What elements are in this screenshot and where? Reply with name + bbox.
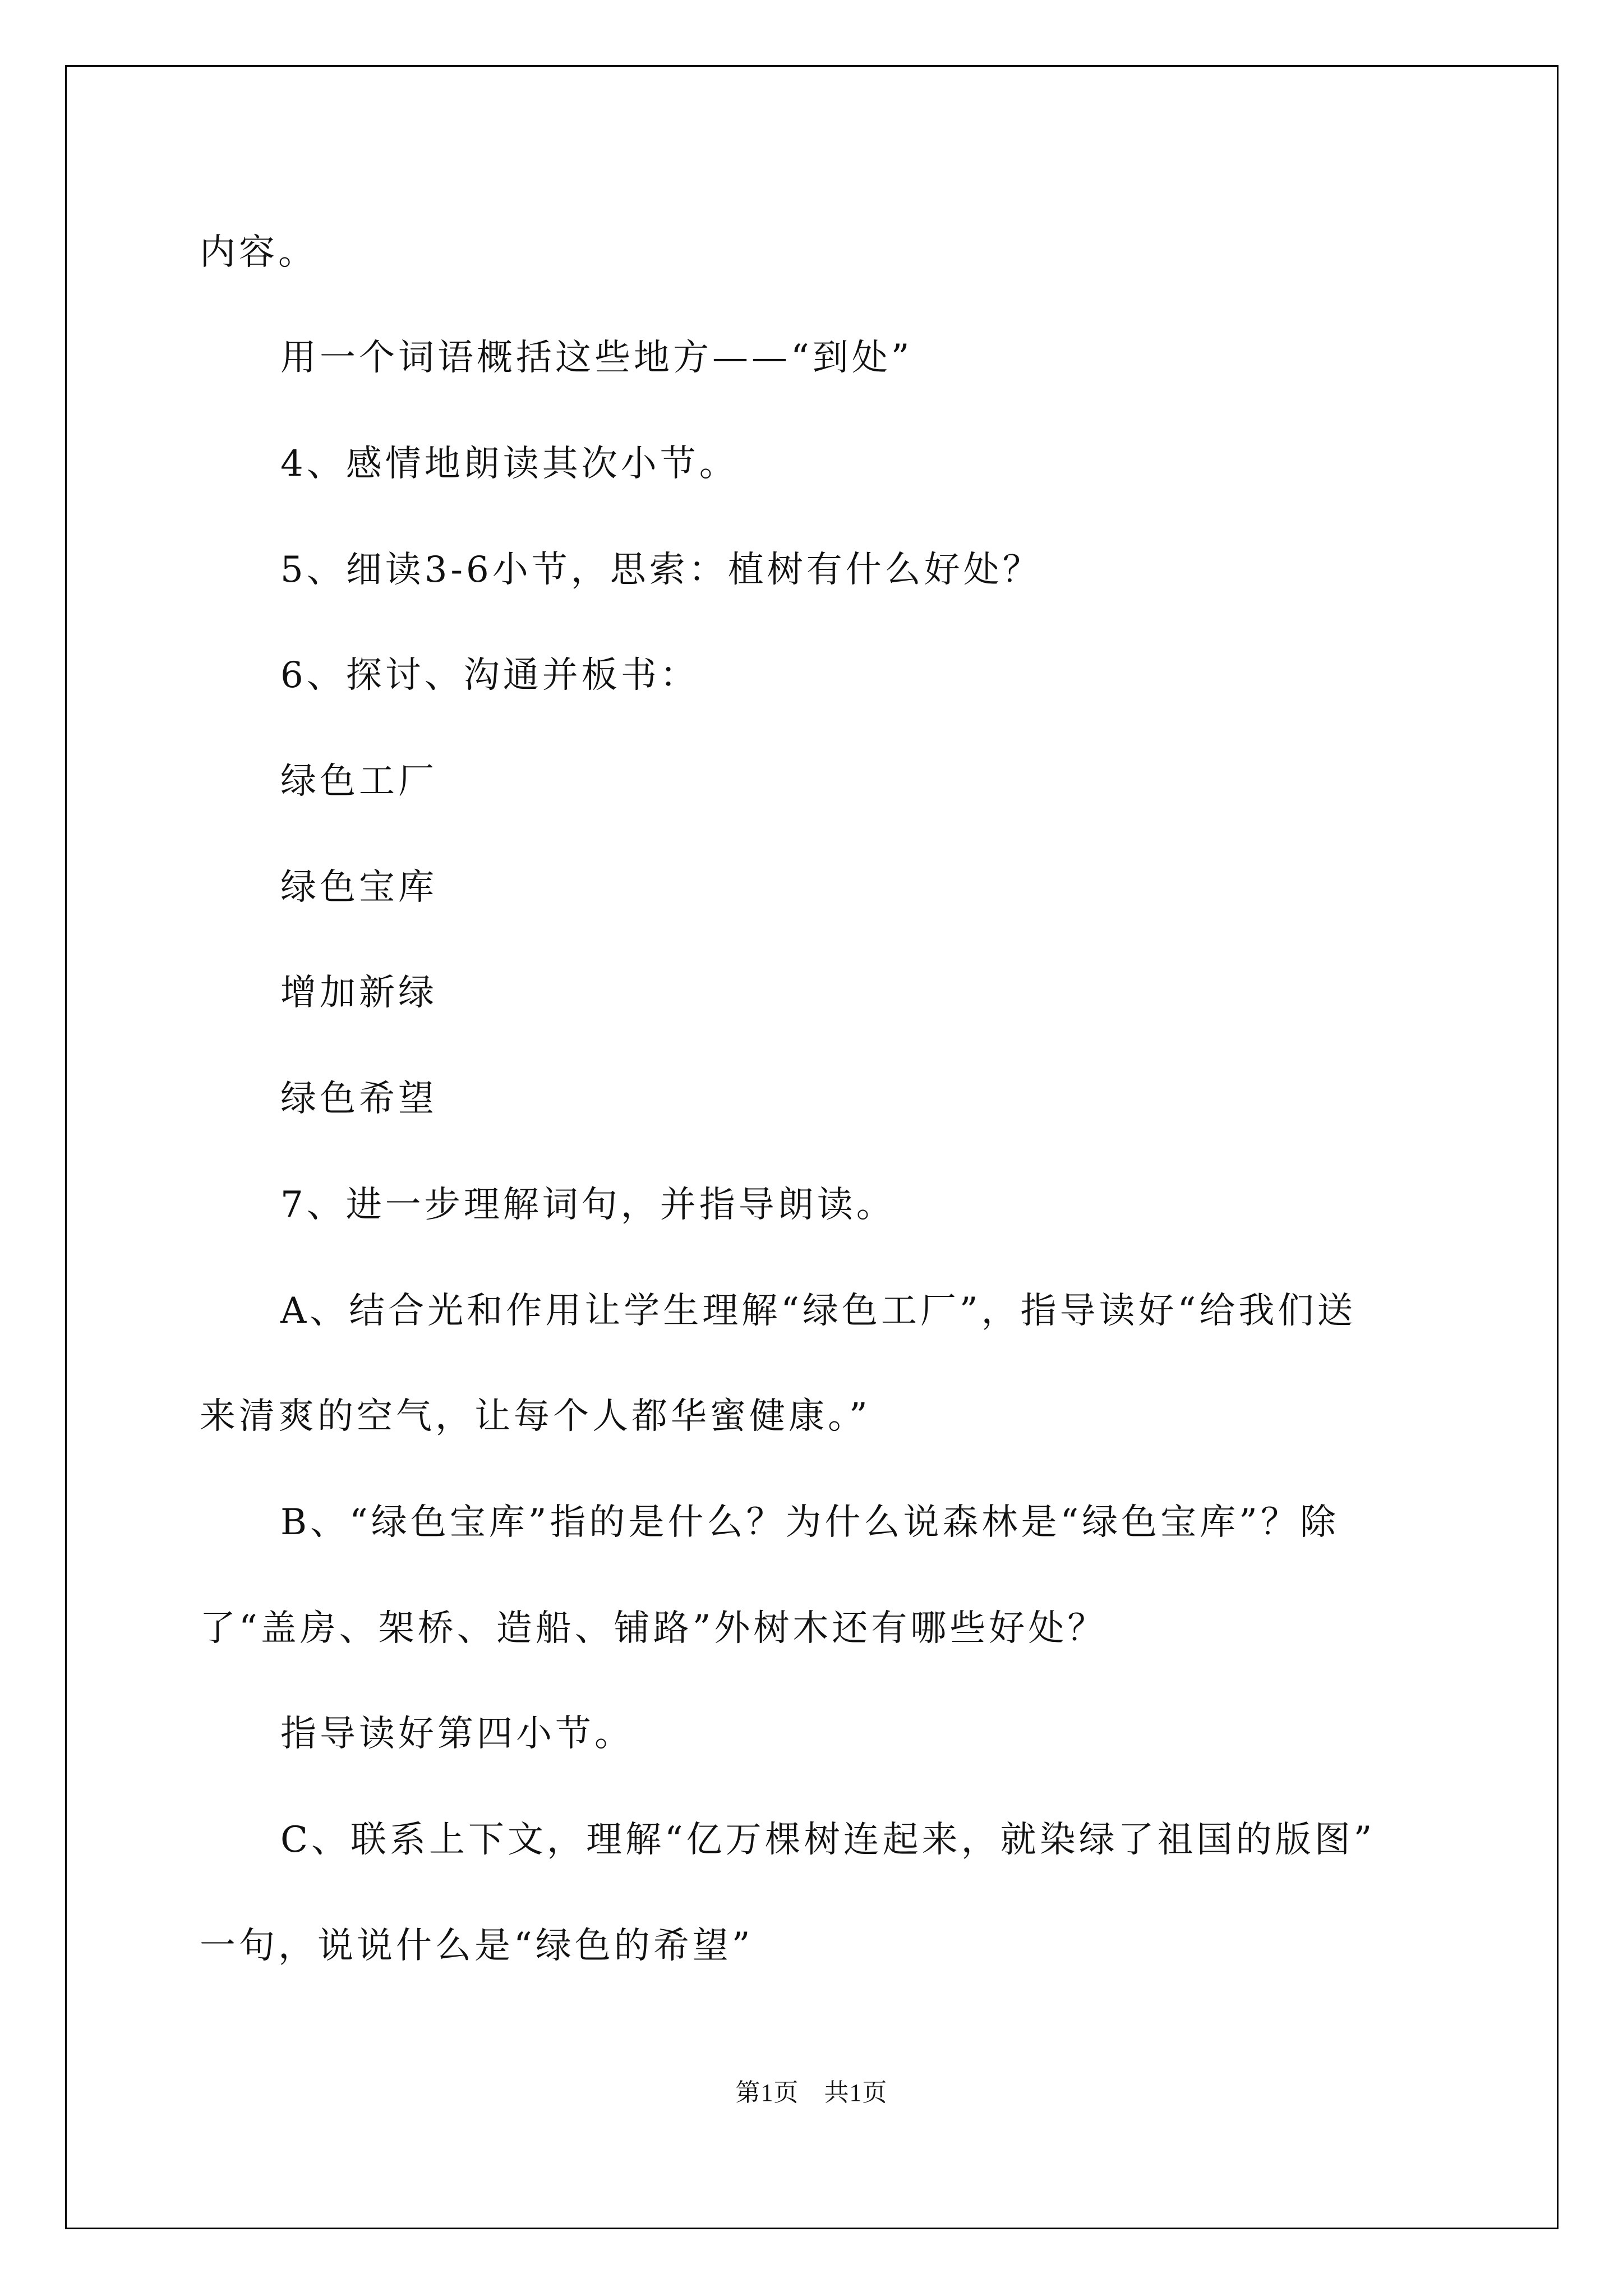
text-line: 内容。 — [200, 232, 317, 273]
text-line: C、联系上下文，理解“亿万棵树连起来，就染绿了祖国的版图” — [280, 1819, 1376, 1861]
text-line: B、“绿色宝库”指的是什么？为什么说森林是“绿色宝库”？除 — [280, 1502, 1339, 1543]
text-line: 了“盖房、架桥、造船、铺路”外树木还有哪些好处？ — [200, 1608, 1107, 1649]
text-line: A、结合光和作用让学生理解“绿色工厂”，指导读好“给我们送 — [280, 1290, 1357, 1332]
text-line: 绿色工厂 — [280, 761, 437, 802]
text-line: 绿色宝库 — [280, 867, 437, 908]
text-line: 增加新绿 — [280, 972, 437, 1014]
text-line: 指导读好第四小节。 — [280, 1713, 634, 1755]
text-line: 绿色希望 — [280, 1078, 437, 1120]
page-border — [65, 65, 1559, 2229]
text-line: 用一个词语概括这些地方——“到处” — [280, 337, 913, 379]
text-line: 4、感情地朗读其次小节。 — [280, 443, 739, 485]
page-number-footer: 第1页 共1页 — [735, 2079, 888, 2106]
text-line: 6、探讨、沟通并板书： — [280, 655, 699, 696]
text-line: 7、进一步理解词句，并指导朗读。 — [280, 1184, 896, 1226]
text-line: 来清爽的空气，让每个人都华蜜健康。” — [200, 1396, 871, 1437]
text-line: 一句，说说什么是“绿色的希望” — [200, 1925, 754, 1967]
text-line: 5、细读3-6小节，思索：植树有什么好处？ — [280, 549, 1042, 591]
